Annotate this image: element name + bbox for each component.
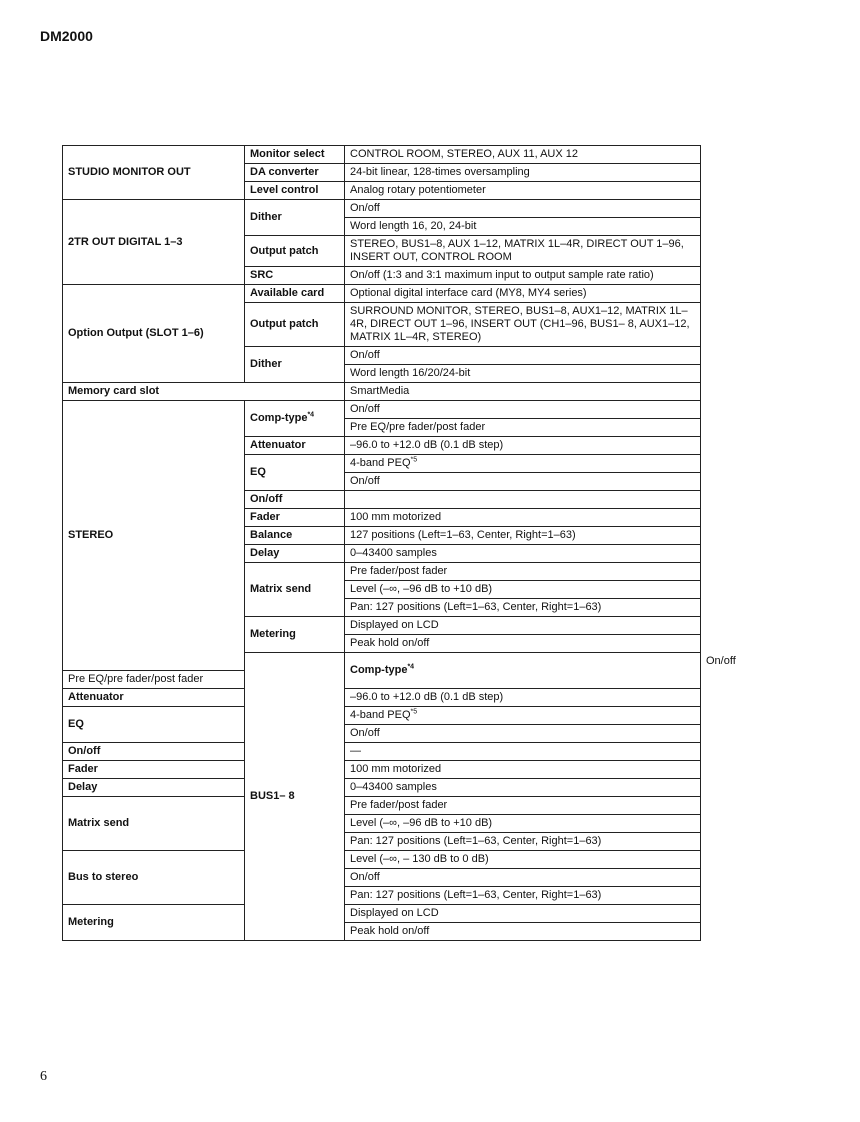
param-label-text: Comp-type — [350, 664, 408, 676]
table-row — [63, 851, 701, 869]
param-label: Metering — [245, 617, 345, 653]
param-label: Monitor select — [245, 146, 345, 164]
param-label — [345, 653, 701, 689]
param-value: Displayed on LCD — [345, 905, 701, 923]
param-value: 0–43400 samples — [345, 545, 701, 563]
param-label: Balance — [245, 527, 345, 545]
param-value: Level (–∞, –96 dB to +10 dB) — [345, 815, 701, 833]
param-value: SmartMedia — [345, 383, 701, 401]
table-row — [63, 905, 701, 923]
param-value: –96.0 to +12.0 dB (0.1 dB step) — [345, 437, 701, 455]
param-value: On/off — [345, 401, 701, 419]
table-row — [63, 707, 701, 725]
table-row — [63, 285, 701, 303]
param-value: Level (–∞, –96 dB to +10 dB) — [345, 581, 701, 599]
param-label: DA converter — [245, 164, 345, 182]
param-label: Matrix send — [245, 563, 345, 617]
table-row — [63, 779, 701, 797]
param-label: On/off — [245, 491, 345, 509]
param-value: Pan: 127 positions (Left=1–63, Center, Right=1–63) — [345, 887, 701, 905]
param-value: 127 positions (Left=1–63, Center, Right=1–63) — [345, 527, 701, 545]
param-value: Pre EQ/pre fader/post fader — [345, 419, 701, 437]
table-row — [63, 383, 701, 401]
param-value: Pan: 127 positions (Left=1–63, Center, Right=1–63) — [345, 599, 701, 617]
param-value: 0–43400 samples — [345, 779, 701, 797]
param-value-text: 4-band PEQ — [350, 457, 411, 469]
param-value: 100 mm motorized — [345, 761, 701, 779]
param-value: Pre fader/post fader — [345, 563, 701, 581]
table-row — [63, 401, 701, 419]
param-label: Fader — [63, 761, 245, 779]
param-label: Dither — [245, 200, 345, 236]
param-label: Output patch — [245, 236, 345, 267]
param-value: Peak hold on/off — [345, 635, 701, 653]
param-value: SURROUND MONITOR, STEREO, BUS1–8, AUX1–12, MATRIX 1L–4R, DIRECT OUT 1–96, INSERT OUT (CH1–96, BUS1– 8, AUX1–12, MATRIX 1L–4R, STEREO) — [345, 303, 701, 347]
footnote-ref: *4 — [307, 411, 315, 419]
table-row — [63, 797, 701, 815]
param-label: EQ — [63, 707, 245, 743]
table-row — [63, 743, 701, 761]
param-value: STEREO, BUS1–8, AUX 1–12, MATRIX 1L–4R, DIRECT OUT 1–96, INSERT OUT, CONTROL ROOM — [345, 236, 701, 267]
param-label: Available card — [245, 285, 345, 303]
section-label-2tr-out-digital: 2TR OUT DIGITAL 1–3 — [63, 200, 245, 285]
param-label: Dither — [245, 347, 345, 383]
spec-table — [62, 145, 736, 941]
param-value: Level (–∞, – 130 dB to 0 dB) — [345, 851, 701, 869]
page-number: 6 — [40, 1069, 47, 1084]
param-value — [345, 707, 701, 725]
param-label: Matrix send — [63, 797, 245, 851]
param-value: On/off — [345, 869, 701, 887]
param-label: Attenuator — [63, 689, 245, 707]
param-value: On/off — [345, 347, 701, 365]
param-value: On/off — [345, 200, 701, 218]
param-value: Optional digital interface card (MY8, MY4 series) — [345, 285, 701, 303]
param-label: Attenuator — [245, 437, 345, 455]
param-value: On/off (1:3 and 3:1 maximum input to output sample rate ratio) — [345, 267, 701, 285]
param-value: Word length 16, 20, 24-bit — [345, 218, 701, 236]
footnote-ref: *4 — [407, 663, 415, 671]
param-value: CONTROL ROOM, STEREO, AUX 11, AUX 12 — [345, 146, 701, 164]
section-label-studio-monitor-out: STUDIO MONITOR OUT — [63, 146, 245, 200]
param-label: On/off — [63, 743, 245, 761]
document-model-title: DM2000 — [40, 28, 93, 44]
param-value: Pre fader/post fader — [345, 797, 701, 815]
param-value: Peak hold on/off — [345, 923, 701, 941]
param-value: Word length 16/20/24-bit — [345, 365, 701, 383]
param-value: On/off — [345, 725, 701, 743]
table-row — [63, 200, 701, 218]
param-value — [345, 455, 701, 473]
section-label-option-output: Option Output (SLOT 1–6) — [63, 285, 245, 383]
param-label — [245, 401, 345, 437]
param-value: Analog rotary potentiometer — [345, 182, 701, 200]
param-value: 100 mm motorized — [345, 509, 701, 527]
param-label: Output patch — [245, 303, 345, 347]
param-value: Displayed on LCD — [345, 617, 701, 635]
section-label-stereo: STEREO — [63, 401, 245, 671]
param-label: Bus to stereo — [63, 851, 245, 905]
param-label: SRC — [245, 267, 345, 285]
param-value: On/off — [345, 473, 701, 491]
table-row — [63, 761, 701, 779]
param-label: EQ — [245, 455, 345, 491]
param-label: Delay — [245, 545, 345, 563]
section-label-memory-card-slot: Memory card slot — [63, 383, 345, 401]
section-label-bus: BUS1– 8 — [245, 653, 345, 941]
param-value: 24-bit linear, 128-times oversampling — [345, 164, 701, 182]
param-label: Level control — [245, 182, 345, 200]
footnote-ref: *5 — [410, 708, 418, 716]
param-value: Pre EQ/pre fader/post fader — [63, 671, 245, 689]
param-value: –96.0 to +12.0 dB (0.1 dB step) — [345, 689, 701, 707]
table-row: BUS1– 8 Comp-type$^{*4}$ On/off — [63, 653, 701, 671]
table-row — [63, 146, 701, 164]
table-row — [63, 689, 701, 707]
footnote-ref: *5 — [410, 456, 418, 464]
param-label: Fader — [245, 509, 345, 527]
param-value-text: 4-band PEQ — [350, 709, 411, 721]
param-value: Pan: 127 positions (Left=1–63, Center, Right=1–63) — [345, 833, 701, 851]
param-label-text: Comp-type — [250, 412, 308, 424]
param-value — [345, 491, 701, 509]
param-label: Metering — [63, 905, 245, 941]
param-value: — — [345, 743, 701, 761]
param-label: Delay — [63, 779, 245, 797]
